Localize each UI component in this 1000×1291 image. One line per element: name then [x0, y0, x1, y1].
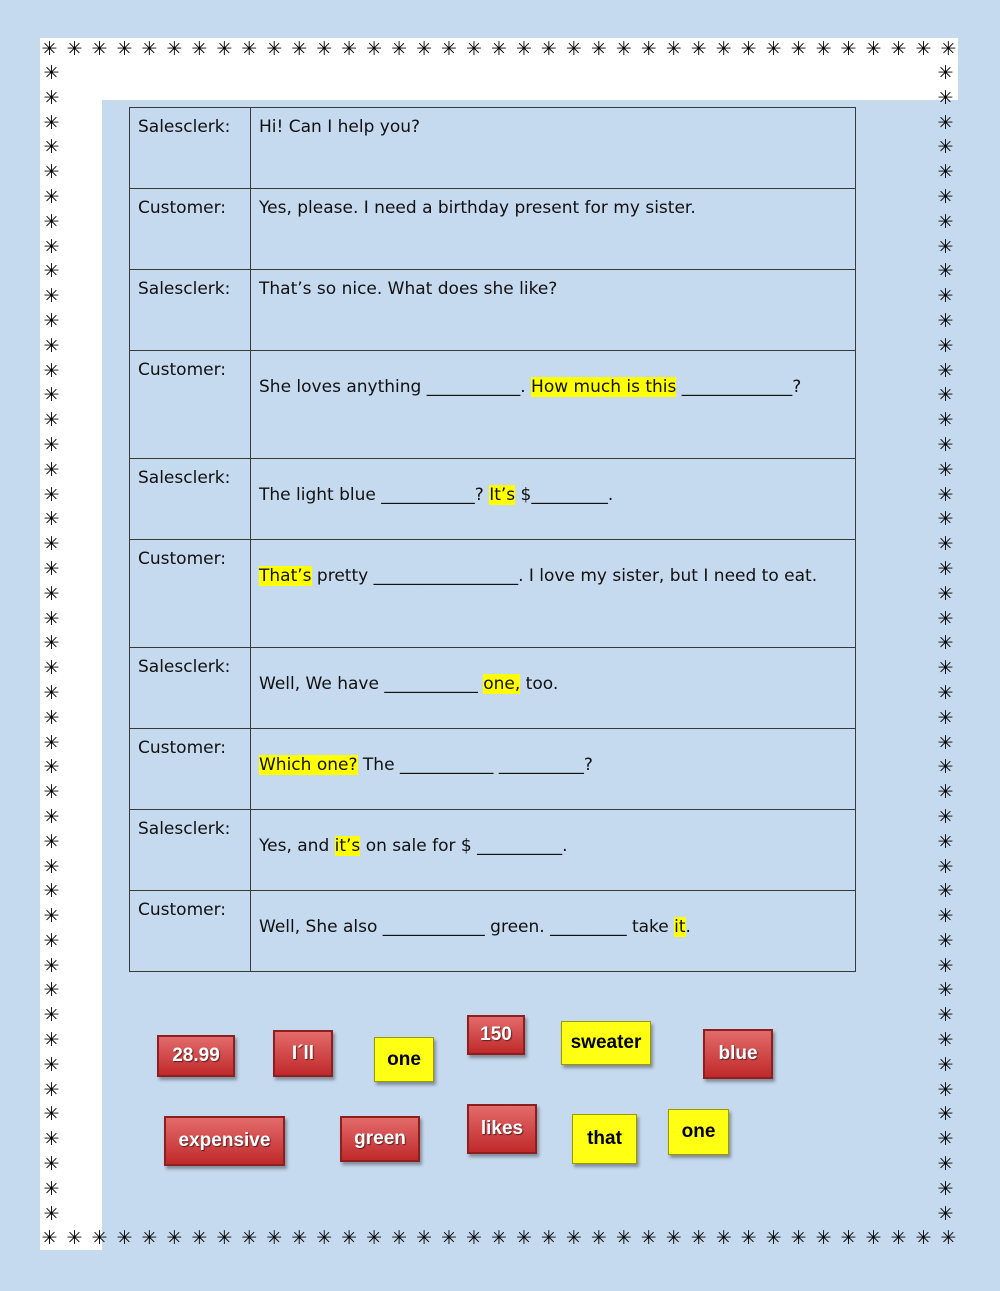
star-icon: ✳: [316, 38, 333, 60]
star-icon: ✳: [43, 1078, 60, 1101]
border-left: [42, 64, 61, 1224]
star-icon: ✳: [141, 1227, 158, 1249]
star-icon: ✳: [565, 1227, 582, 1249]
word-tile[interactable]: green: [340, 1116, 420, 1162]
star-icon: ✳: [91, 38, 108, 60]
star-icon: ✳: [116, 38, 133, 60]
star-icon: ✳: [43, 185, 60, 208]
star-icon: ✳: [515, 38, 532, 60]
star-icon: ✳: [840, 38, 857, 60]
word-tile[interactable]: I´ll: [273, 1030, 333, 1077]
star-icon: ✳: [391, 38, 408, 60]
dialogue-line: [251, 270, 856, 351]
star-icon: ✳: [43, 260, 60, 283]
dialogue-row: [130, 648, 856, 729]
star-icon: ✳: [43, 781, 60, 804]
border-top: [40, 40, 958, 59]
star-icon: ✳: [840, 1227, 857, 1249]
star-icon: ✳: [937, 1177, 954, 1200]
star-icon: ✳: [43, 235, 60, 258]
star-icon: ✳: [615, 1227, 632, 1249]
highlighted-phrase: How much is this: [531, 377, 677, 397]
star-icon: ✳: [43, 210, 60, 233]
star-icon: ✳: [937, 557, 954, 580]
star-icon: ✳: [43, 830, 60, 853]
star-icon: ✳: [366, 1227, 383, 1249]
star-icon: ✳: [91, 1227, 108, 1249]
line-text: The ___________ __________?: [357, 755, 593, 775]
star-icon: ✳: [937, 979, 954, 1002]
star-icon: ✳: [43, 309, 60, 332]
star-icon: ✳: [937, 1078, 954, 1101]
star-icon: ✳: [937, 1004, 954, 1027]
star-icon: ✳: [937, 632, 954, 655]
star-icon: ✳: [915, 1227, 932, 1249]
word-tile[interactable]: 28.99: [157, 1035, 235, 1077]
border-right: [936, 64, 955, 1224]
speaker-label: Salesclerk:: [130, 108, 251, 189]
star-icon: ✳: [43, 359, 60, 382]
star-icon: ✳: [937, 880, 954, 903]
star-icon: ✳: [640, 38, 657, 60]
star-icon: ✳: [191, 1227, 208, 1249]
star-icon: ✳: [466, 38, 482, 60]
dialogue-line: [251, 729, 856, 810]
star-icon: ✳: [43, 1103, 60, 1126]
star-icon: ✳: [937, 210, 954, 233]
star-icon: ✳: [43, 979, 60, 1002]
star-icon: ✳: [43, 731, 60, 754]
star-icon: ✳: [937, 681, 954, 704]
star-icon: ✳: [915, 38, 932, 60]
star-icon: ✳: [43, 409, 60, 432]
highlighted-phrase: It’s: [489, 485, 516, 505]
star-icon: ✳: [43, 805, 60, 828]
star-icon: ✳: [66, 1227, 83, 1249]
star-icon: ✳: [43, 607, 60, 630]
star-icon: ✳: [937, 334, 954, 357]
dialogue-row: [130, 270, 856, 351]
star-icon: ✳: [865, 38, 882, 60]
star-icon: ✳: [266, 38, 283, 60]
speaker-label: Customer:: [130, 189, 251, 270]
star-icon: ✳: [43, 1128, 60, 1151]
star-icon: ✳: [937, 954, 954, 977]
star-icon: ✳: [937, 756, 954, 779]
star-icon: ✳: [790, 1227, 807, 1249]
line-text: Well, She also ____________ green. _________ take: [259, 917, 675, 937]
star-icon: ✳: [937, 1202, 954, 1225]
star-icon: ✳: [937, 433, 954, 456]
star-icon: ✳: [937, 136, 954, 159]
speaker-label: Customer:: [130, 891, 251, 972]
word-tile[interactable]: one: [668, 1109, 729, 1155]
dialogue-row: [130, 189, 856, 270]
star-icon: ✳: [341, 1227, 358, 1249]
star-icon: ✳: [565, 38, 582, 60]
star-icon: ✳: [43, 657, 60, 680]
star-icon: ✳: [43, 1053, 60, 1076]
star-icon: ✳: [191, 38, 208, 60]
star-icon: ✳: [441, 38, 457, 60]
star-icon: ✳: [937, 1153, 954, 1176]
star-icon: ✳: [690, 1227, 707, 1249]
star-icon: ✳: [940, 1227, 957, 1249]
line-text: She loves anything ___________.: [259, 377, 532, 397]
star-icon: ✳: [937, 285, 954, 308]
star-icon: ✳: [715, 38, 732, 60]
line-text: pretty _________________. I love my sister, but I need to eat.: [311, 566, 818, 586]
word-tile[interactable]: sweater: [561, 1021, 651, 1065]
star-icon: ✳: [43, 285, 60, 308]
star-icon: ✳: [391, 1227, 408, 1249]
star-icon: ✳: [43, 86, 60, 109]
line-text: too.: [520, 674, 559, 694]
star-icon: ✳: [366, 38, 383, 60]
star-icon: ✳: [740, 38, 757, 60]
star-icon: ✳: [291, 1227, 308, 1249]
star-icon: ✳: [43, 161, 60, 184]
dialogue-line: [251, 108, 856, 189]
dialogue-row: [130, 540, 856, 648]
star-icon: ✳: [937, 409, 954, 432]
line-text: $_________.: [515, 485, 614, 505]
star-icon: ✳: [937, 161, 954, 184]
line-text: Well, We have ___________: [259, 674, 484, 694]
speaker-label: Customer:: [130, 729, 251, 810]
star-icon: ✳: [43, 582, 60, 605]
dialogue-line: [251, 648, 856, 729]
star-icon: ✳: [937, 582, 954, 605]
word-tile[interactable]: blue: [703, 1029, 773, 1079]
star-icon: ✳: [937, 607, 954, 630]
star-icon: ✳: [43, 954, 60, 977]
highlighted-phrase: it: [674, 917, 686, 937]
dialogue-row: [130, 108, 856, 189]
dialogue-row: [130, 891, 856, 972]
star-icon: ✳: [937, 185, 954, 208]
star-icon: ✳: [43, 433, 60, 456]
star-icon: ✳: [466, 1227, 482, 1249]
star-icon: ✳: [316, 1227, 333, 1249]
dialogue-row: [130, 351, 856, 459]
star-icon: ✳: [43, 706, 60, 729]
line-text: Yes, and: [259, 836, 335, 856]
dialogue-line: [251, 891, 856, 972]
star-icon: ✳: [141, 38, 158, 60]
star-icon: ✳: [937, 1128, 954, 1151]
dialogue-table: [129, 107, 856, 972]
highlighted-phrase: one,: [483, 674, 521, 694]
star-icon: ✳: [43, 905, 60, 928]
star-icon: ✳: [43, 1029, 60, 1052]
star-icon: ✳: [890, 38, 907, 60]
star-icon: ✳: [590, 38, 607, 60]
star-icon: ✳: [43, 1004, 60, 1027]
star-icon: ✳: [43, 929, 60, 952]
star-icon: ✳: [715, 1227, 732, 1249]
star-icon: ✳: [937, 483, 954, 506]
star-icon: ✳: [43, 1153, 60, 1176]
dialogue-line: [251, 459, 856, 540]
star-icon: ✳: [765, 38, 782, 60]
star-icon: ✳: [216, 1227, 233, 1249]
star-icon: ✳: [216, 38, 233, 60]
star-icon: ✳: [740, 1227, 757, 1249]
star-icon: ✳: [43, 334, 60, 357]
word-tile[interactable]: likes: [467, 1104, 537, 1154]
star-icon: ✳: [43, 508, 60, 531]
star-icon: ✳: [765, 1227, 782, 1249]
star-icon: ✳: [937, 731, 954, 754]
line-text: Hi! Can I help you?: [259, 117, 421, 137]
speaker-label: Customer:: [130, 351, 251, 459]
star-icon: ✳: [937, 508, 954, 531]
star-icon: ✳: [937, 855, 954, 878]
speaker-label: Salesclerk:: [130, 270, 251, 351]
speaker-label: Salesclerk:: [130, 810, 251, 891]
dialogue-line: [251, 540, 856, 648]
dialogue-line: [251, 351, 856, 459]
star-icon: ✳: [937, 111, 954, 134]
star-icon: ✳: [890, 1227, 907, 1249]
star-icon: ✳: [615, 38, 632, 60]
star-icon: ✳: [166, 1227, 183, 1249]
highlighted-phrase: That’s: [259, 566, 312, 586]
star-icon: ✳: [43, 111, 60, 134]
star-icon: ✳: [166, 38, 183, 60]
star-icon: ✳: [43, 855, 60, 878]
star-icon: ✳: [937, 706, 954, 729]
star-icon: ✳: [490, 38, 507, 60]
word-tile[interactable]: that: [572, 1114, 637, 1164]
star-icon: ✳: [790, 38, 807, 60]
star-icon: ✳: [43, 681, 60, 704]
star-icon: ✳: [66, 38, 83, 60]
star-icon: ✳: [690, 38, 707, 60]
star-icon: ✳: [266, 1227, 283, 1249]
star-icon: ✳: [43, 483, 60, 506]
star-icon: ✳: [937, 533, 954, 556]
star-icon: ✳: [43, 1202, 60, 1225]
star-icon: ✳: [515, 1227, 532, 1249]
star-icon: ✳: [937, 359, 954, 382]
dialogue-row: [130, 810, 856, 891]
star-icon: ✳: [937, 1053, 954, 1076]
star-icon: ✳: [937, 805, 954, 828]
star-icon: ✳: [43, 632, 60, 655]
star-icon: ✳: [241, 38, 258, 60]
star-icon: ✳: [291, 38, 308, 60]
speaker-label: Customer:: [130, 540, 251, 648]
star-icon: ✳: [937, 458, 954, 481]
star-icon: ✳: [937, 384, 954, 407]
star-icon: ✳: [416, 38, 432, 60]
star-icon: ✳: [937, 235, 954, 258]
speaker-label: Salesclerk:: [130, 459, 251, 540]
star-icon: ✳: [43, 533, 60, 556]
star-icon: ✳: [241, 1227, 258, 1249]
star-icon: ✳: [43, 62, 60, 84]
star-icon: ✳: [540, 38, 557, 60]
border-bottom: [40, 1229, 958, 1248]
dialogue-row: [130, 459, 856, 540]
star-icon: ✳: [937, 260, 954, 283]
star-icon: ✳: [937, 62, 954, 84]
star-icon: ✳: [937, 929, 954, 952]
star-icon: ✳: [43, 384, 60, 407]
line-text: Yes, please. I need a birthday present for my sister.: [259, 198, 696, 218]
star-icon: ✳: [937, 905, 954, 928]
star-icon: ✳: [937, 781, 954, 804]
word-tile[interactable]: expensive: [164, 1116, 285, 1166]
star-icon: ✳: [590, 1227, 607, 1249]
star-icon: ✳: [937, 657, 954, 680]
star-icon: ✳: [41, 1227, 58, 1249]
word-tile[interactable]: 150: [467, 1015, 525, 1055]
line-text: on sale for $ __________.: [360, 836, 568, 856]
highlighted-phrase: Which one?: [259, 755, 358, 775]
dialogue-line: [251, 189, 856, 270]
star-icon: ✳: [341, 38, 358, 60]
star-icon: ✳: [116, 1227, 133, 1249]
star-icon: ✳: [937, 1103, 954, 1126]
line-text: _____________?: [676, 377, 802, 397]
star-icon: ✳: [640, 1227, 657, 1249]
star-icon: ✳: [43, 756, 60, 779]
star-icon: ✳: [441, 1227, 457, 1249]
star-icon: ✳: [940, 38, 957, 60]
highlighted-phrase: it’s: [334, 836, 361, 856]
star-icon: ✳: [416, 1227, 432, 1249]
line-text: That’s so nice. What does she like?: [259, 279, 558, 299]
star-icon: ✳: [937, 830, 954, 853]
star-icon: ✳: [815, 1227, 832, 1249]
star-icon: ✳: [937, 309, 954, 332]
star-icon: ✳: [43, 458, 60, 481]
star-icon: ✳: [43, 136, 60, 159]
star-icon: ✳: [43, 880, 60, 903]
star-icon: ✳: [937, 1029, 954, 1052]
dialogue-line: [251, 810, 856, 891]
star-icon: ✳: [937, 86, 954, 109]
star-icon: ✳: [815, 38, 832, 60]
line-text: .: [685, 917, 691, 937]
word-tile[interactable]: one: [374, 1037, 434, 1082]
star-icon: ✳: [43, 557, 60, 580]
dialogue-row: [130, 729, 856, 810]
star-icon: ✳: [665, 1227, 682, 1249]
line-text: The light blue ___________?: [259, 485, 490, 505]
star-icon: ✳: [43, 1177, 60, 1200]
star-icon: ✳: [41, 38, 58, 60]
speaker-label: Salesclerk:: [130, 648, 251, 729]
star-icon: ✳: [665, 38, 682, 60]
star-icon: ✳: [490, 1227, 507, 1249]
star-icon: ✳: [540, 1227, 557, 1249]
star-icon: ✳: [865, 1227, 882, 1249]
